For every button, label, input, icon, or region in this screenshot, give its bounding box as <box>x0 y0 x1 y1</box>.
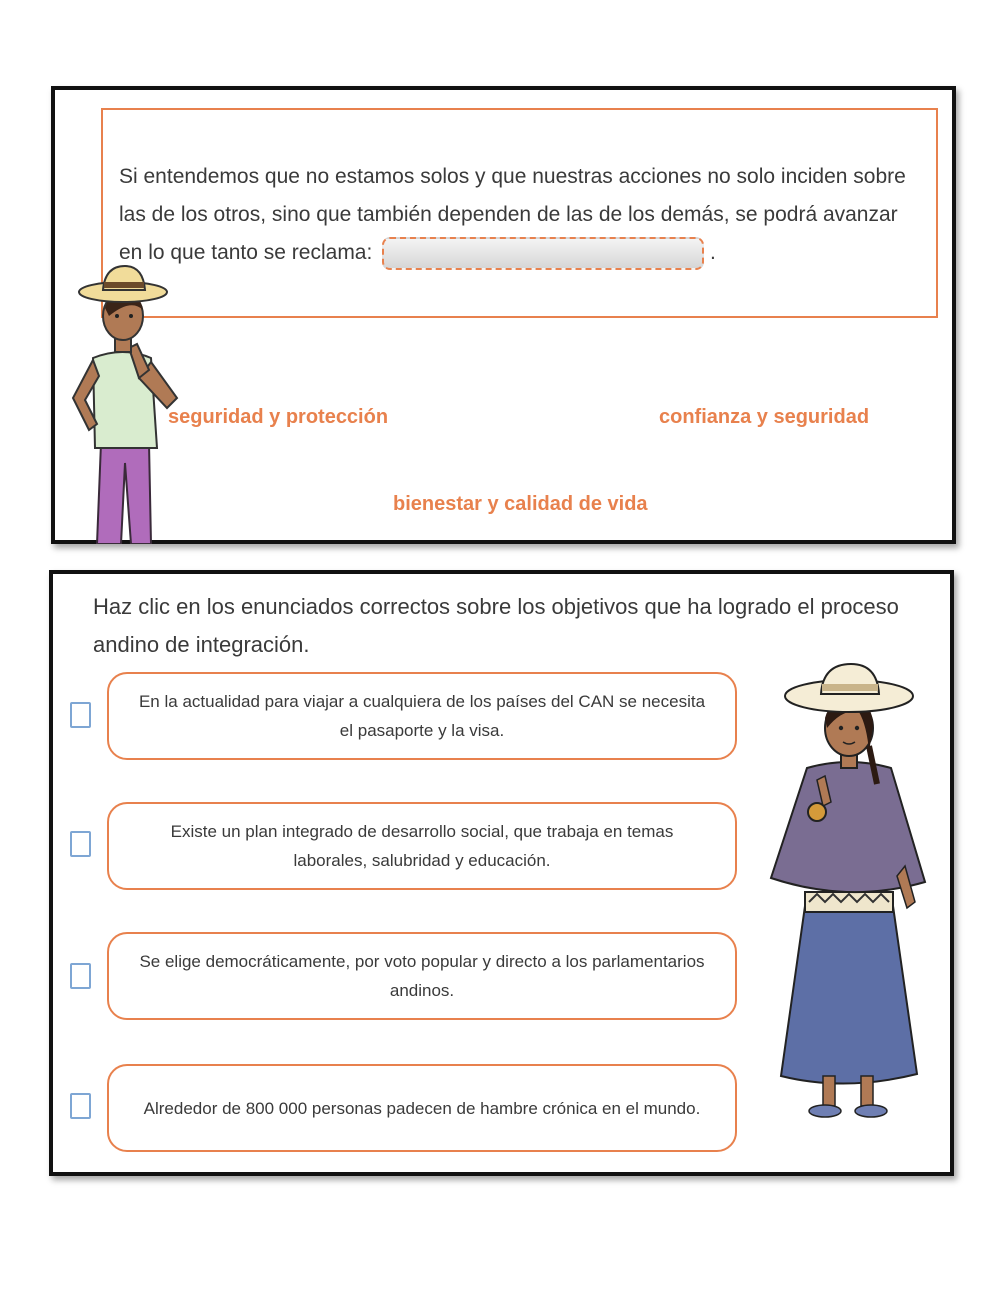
passage-after: . <box>710 241 716 264</box>
statement-card-3[interactable] <box>107 932 737 1020</box>
boy-illustration <box>59 258 185 544</box>
statement-text-3: Se elige democráticamente, por voto popular y directo a los parlamentarios andinos. <box>139 952 705 1000</box>
statement-card-1[interactable] <box>107 672 737 760</box>
option-seguridad-proteccion[interactable]: seguridad y protección <box>168 406 389 428</box>
statement-checkbox-4[interactable] <box>70 1093 91 1119</box>
statement-text-1: En la actualidad para viajar a cualquiera de los países del CAN se necesita el pasaporte y la visa. <box>138 692 706 740</box>
statement-card-2[interactable] <box>107 802 737 890</box>
passage-text <box>119 158 919 272</box>
statement-text-2: Existe un plan integrado de desarrollo social, que trabaja en temas laborales, salubridad y educación. <box>170 822 674 870</box>
multiple-choice-panel <box>49 570 954 1176</box>
statement-checkbox-1[interactable] <box>70 702 91 728</box>
fill-blank-panel <box>51 86 956 544</box>
option-confianza-seguridad[interactable]: confianza y seguridad <box>659 406 870 428</box>
blank-drop-zone[interactable] <box>382 237 704 270</box>
instructions-text: Haz clic en los enunciados correctos sobre los objetivos que ha logrado el proceso andino de integración. <box>93 594 899 657</box>
option-bienestar-calidad[interactable]: bienestar y calidad de vida <box>393 493 648 515</box>
passage-before: Si entendemos que no estamos solos y que nuestras acciones no solo inciden sobre las de los otros, sino que también dependen de las de los demás, se podrá avanzar en lo que tanto se reclama: <box>119 165 906 264</box>
statement-checkbox-3[interactable] <box>70 963 91 989</box>
statement-checkbox-2[interactable] <box>70 831 91 857</box>
statement-text-4: Alrededor de 800 000 personas padecen de hambre crónica en el mundo. <box>143 1098 701 1118</box>
woman-illustration <box>765 656 935 1136</box>
statement-card-4[interactable] <box>107 1064 737 1152</box>
